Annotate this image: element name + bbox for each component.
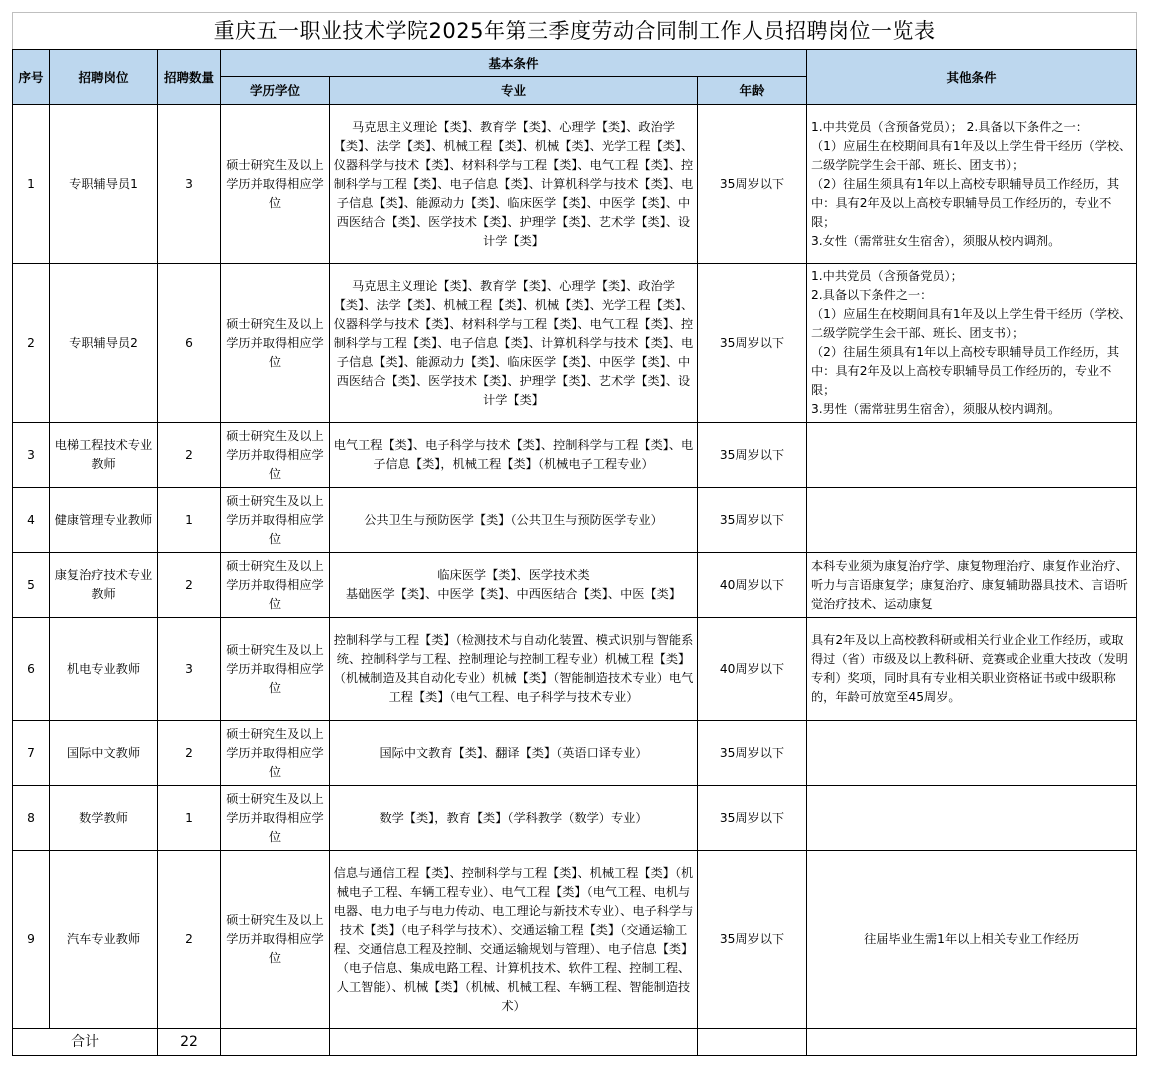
row-count: 6: [158, 264, 221, 423]
row-position: 数学教师: [50, 786, 158, 851]
row-position: 电梯工程技术专业教师: [50, 423, 158, 488]
row-major: 马克思主义理论【类】、教育学【类】、心理学【类】、政治学【类】、法学【类】、机械工程【类】、机械【类】、光学工程【类】、仪器科学与技术【类】、材料科学与工程【类】、电气工程【类】、控制科学与工程【类】、电子信息【类】、计算机科学与技术【类】、电子信息【类】、能源动力【类】、临床医学【类】、中医学【类】、中西医结合【类】、医学技术【类】、护理学【类】、艺术学【类】、设计学【类】: [330, 105, 698, 264]
table-row: [13, 851, 1137, 1029]
header-degree: 学历学位: [221, 77, 330, 105]
row-seq: 4: [13, 488, 50, 553]
row-age: 35周岁以下: [698, 786, 807, 851]
row-seq: 2: [13, 264, 50, 423]
recruitment-table-sheet: [12, 12, 1136, 1056]
row-age: 40周岁以下: [698, 553, 807, 618]
row-degree: 硕士研究生及以上学历并取得相应学位: [221, 264, 330, 423]
row-seq: 7: [13, 721, 50, 786]
recruitment-table: [12, 12, 1137, 1056]
header-basic-conditions: 基本条件: [221, 50, 807, 77]
row-major: 信息与通信工程【类】、控制科学与工程【类】、机械工程【类】（机械电子工程、车辆工程专业）、电气工程【类】（电气工程、电机与电器、电力电子与电力传动、电工理论与新技术专业）、电子科学与技术【类】（电子科学与技术）、交通运输工程【类】（交通运输工程、交通信息工程及控制、交通运输规划与管理）、电子信息【类】（电子信息、集成电路工程、计算机技术、软件工程、控制工程、人工智能）、机械【类】（机械、机械工程、车辆工程、智能制造技术）: [330, 851, 698, 1029]
table-row: [13, 105, 1137, 264]
row-age: 35周岁以下: [698, 488, 807, 553]
row-major: 公共卫生与预防医学【类】（公共卫生与预防医学专业）: [330, 488, 698, 553]
row-degree: 硕士研究生及以上学历并取得相应学位: [221, 105, 330, 264]
row-seq: 5: [13, 553, 50, 618]
row-age: 35周岁以下: [698, 721, 807, 786]
row-major: 马克思主义理论【类】、教育学【类】、心理学【类】、政治学【类】、法学【类】、机械工程【类】、机械【类】、光学工程【类】、仪器科学与技术【类】、材料科学与工程【类】、电气工程【类】、控制科学与工程【类】、电子信息【类】、计算机科学与技术【类】、电子信息【类】、能源动力【类】、临床医学【类】、中医学【类】、中西医结合【类】、医学技术【类】、护理学【类】、艺术学【类】、设计学【类】: [330, 264, 698, 423]
header-other-conditions: 其他条件: [807, 50, 1137, 105]
row-degree: 硕士研究生及以上学历并取得相应学位: [221, 488, 330, 553]
total-label: 合计: [13, 1029, 158, 1056]
row-count: 2: [158, 553, 221, 618]
header-seq: 序号: [13, 50, 50, 105]
table-row: [13, 553, 1137, 618]
total-empty-cell: [330, 1029, 698, 1056]
row-age: 40周岁以下: [698, 618, 807, 721]
row-major: 控制科学与工程【类】（检测技术与自动化装置、模式识别与智能系统、控制科学与工程、控制理论与控制工程专业）机械工程【类】（机械制造及其自动化专业）机械【类】（智能制造技术专业）电气工程【类】（电气工程、电子科学与技术专业）: [330, 618, 698, 721]
row-degree: 硕士研究生及以上学历并取得相应学位: [221, 851, 330, 1029]
total-empty-cell: [221, 1029, 330, 1056]
row-other-conditions: [807, 786, 1137, 851]
table-row: [13, 786, 1137, 851]
table-row: [13, 721, 1137, 786]
row-count: 3: [158, 105, 221, 264]
header-major: 专业: [330, 77, 698, 105]
header-position: 招聘岗位: [50, 50, 158, 105]
row-seq: 9: [13, 851, 50, 1029]
header-count: 招聘数量: [158, 50, 221, 105]
table-row: [13, 264, 1137, 423]
table-row: [13, 488, 1137, 553]
row-other-conditions: [807, 423, 1137, 488]
row-other-conditions: 本科专业须为康复治疗学、康复物理治疗、康复作业治疗、听力与言语康复学；康复治疗、康复辅助器具技术、言语听觉治疗技术、运动康复: [807, 553, 1137, 618]
row-position: 汽车专业教师: [50, 851, 158, 1029]
row-other-conditions: 1.中共党员（含预备党员）； 2.具备以下条件之一： （1）应届生在校期间具有1年及以上学生骨干经历（学校、二级学院学生会干部、班长、团支书）； （2）往届生须具有1年以上高校专职辅导员工作经历，其中：具有2年及以上高校专职辅导员工作经历的，专业不限； 3.女性（需常驻女生宿舍），须服从校内调剂。: [807, 105, 1137, 264]
row-position: 国际中文教师: [50, 721, 158, 786]
row-seq: 1: [13, 105, 50, 264]
row-position: 专职辅导员2: [50, 264, 158, 423]
row-age: 35周岁以下: [698, 423, 807, 488]
row-seq: 6: [13, 618, 50, 721]
row-age: 35周岁以下: [698, 105, 807, 264]
row-count: 1: [158, 488, 221, 553]
row-position: 机电专业教师: [50, 618, 158, 721]
total-row: [13, 1029, 1137, 1056]
row-count: 1: [158, 786, 221, 851]
row-other-conditions: [807, 721, 1137, 786]
row-major: 电气工程【类】、电子科学与技术【类】、控制科学与工程【类】、电子信息【类】，机械工程【类】（机械电子工程专业）: [330, 423, 698, 488]
table-row: [13, 423, 1137, 488]
row-count: 3: [158, 618, 221, 721]
table-body: [13, 105, 1137, 1029]
row-major: 国际中文教育【类】、翻译【类】（英语口译专业）: [330, 721, 698, 786]
row-count: 2: [158, 721, 221, 786]
row-position: 康复治疗技术专业教师: [50, 553, 158, 618]
row-degree: 硕士研究生及以上学历并取得相应学位: [221, 618, 330, 721]
row-count: 2: [158, 851, 221, 1029]
row-degree: 硕士研究生及以上学历并取得相应学位: [221, 553, 330, 618]
row-degree: 硕士研究生及以上学历并取得相应学位: [221, 786, 330, 851]
header-age: 年龄: [698, 77, 807, 105]
total-empty-cell: [698, 1029, 807, 1056]
row-other-conditions: 往届毕业生需1年以上相关专业工作经历: [807, 851, 1137, 1029]
row-position: 专职辅导员1: [50, 105, 158, 264]
page-title: 重庆五一职业技术学院2025年第三季度劳动合同制工作人员招聘岗位一览表: [13, 13, 1137, 50]
row-other-conditions: [807, 488, 1137, 553]
total-empty-cell: [807, 1029, 1137, 1056]
row-seq: 3: [13, 423, 50, 488]
row-major: 临床医学【类】、医学技术类 基础医学【类】、中医学【类】、中西医结合【类】、中医【类】: [330, 553, 698, 618]
row-count: 2: [158, 423, 221, 488]
row-other-conditions: 具有2年及以上高校教科研或相关行业企业工作经历，或取得过（省）市级及以上教科研、竞赛或企业重大技改（发明专利）奖项，同时具有专业相关职业资格证书或中级职称的，年龄可放宽至45周岁。: [807, 618, 1137, 721]
row-other-conditions: 1.中共党员（含预备党员）； 2.具备以下条件之一： （1）应届生在校期间具有1年及以上学生骨干经历（学校、二级学院学生会干部、班长、团支书）； （2）往届生须具有1年以上高校专职辅导员工作经历，其中：具有2年及以上高校专职辅导员工作经历的，专业不限； 3.男性（需常驻男生宿舍），须服从校内调剂。: [807, 264, 1137, 423]
row-major: 数学【类】，教育【类】（学科教学（数学）专业）: [330, 786, 698, 851]
total-count: 22: [158, 1029, 221, 1056]
row-degree: 硕士研究生及以上学历并取得相应学位: [221, 423, 330, 488]
row-age: 35周岁以下: [698, 264, 807, 423]
row-seq: 8: [13, 786, 50, 851]
row-degree: 硕士研究生及以上学历并取得相应学位: [221, 721, 330, 786]
table-row: [13, 618, 1137, 721]
row-position: 健康管理专业教师: [50, 488, 158, 553]
row-age: 35周岁以下: [698, 851, 807, 1029]
